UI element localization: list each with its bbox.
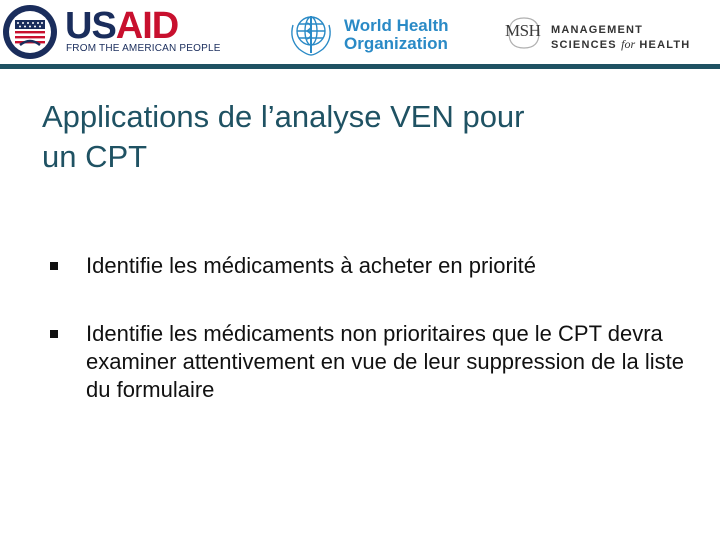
usaid-seal-icon	[2, 4, 58, 60]
who-wordmark-line2: Organization	[344, 34, 448, 53]
slide-title-line2: un CPT	[42, 139, 148, 174]
logo-bar	[0, 0, 720, 64]
msh-wordmark-line1: MANAGEMENT	[551, 24, 644, 36]
slide-title	[42, 97, 682, 177]
msh-wordmark-health: HEALTH	[639, 39, 691, 51]
usaid-wordmark-us: US	[65, 5, 116, 47]
bullet-text: Identifie les médicaments non prioritaires que le CPT devra examiner attentivement en vue de leur suppression de la liste du formulaire	[86, 321, 685, 402]
who-wordmark	[344, 17, 449, 53]
square-bullet-icon	[50, 262, 58, 270]
bullet-text: Identifie les médicaments à acheter en priorité	[86, 253, 537, 278]
who-wordmark-line1: World Health	[344, 16, 449, 35]
msh-wordmark-sciences: SCIENCES	[551, 39, 617, 51]
who-emblem-icon	[287, 11, 335, 57]
bullet-item-priority	[46, 252, 696, 280]
msh-wordmark	[551, 23, 690, 52]
square-bullet-icon	[50, 330, 58, 338]
usaid-wordmark-aid: AID	[115, 5, 179, 47]
slide-title-line1: Applications de l’analyse VEN pour	[42, 99, 525, 134]
msh-wordmark-for: for	[621, 37, 636, 51]
usaid-tagline: FROM THE AMERICAN PEOPLE	[66, 43, 221, 54]
msh-abbreviation: MSH	[505, 21, 541, 40]
bullet-item-non-priority	[46, 320, 696, 404]
usaid-wordmark	[65, 7, 178, 45]
bullet-list	[46, 252, 696, 404]
header-rule	[0, 64, 720, 69]
msh-wordmark-line2	[551, 37, 690, 52]
